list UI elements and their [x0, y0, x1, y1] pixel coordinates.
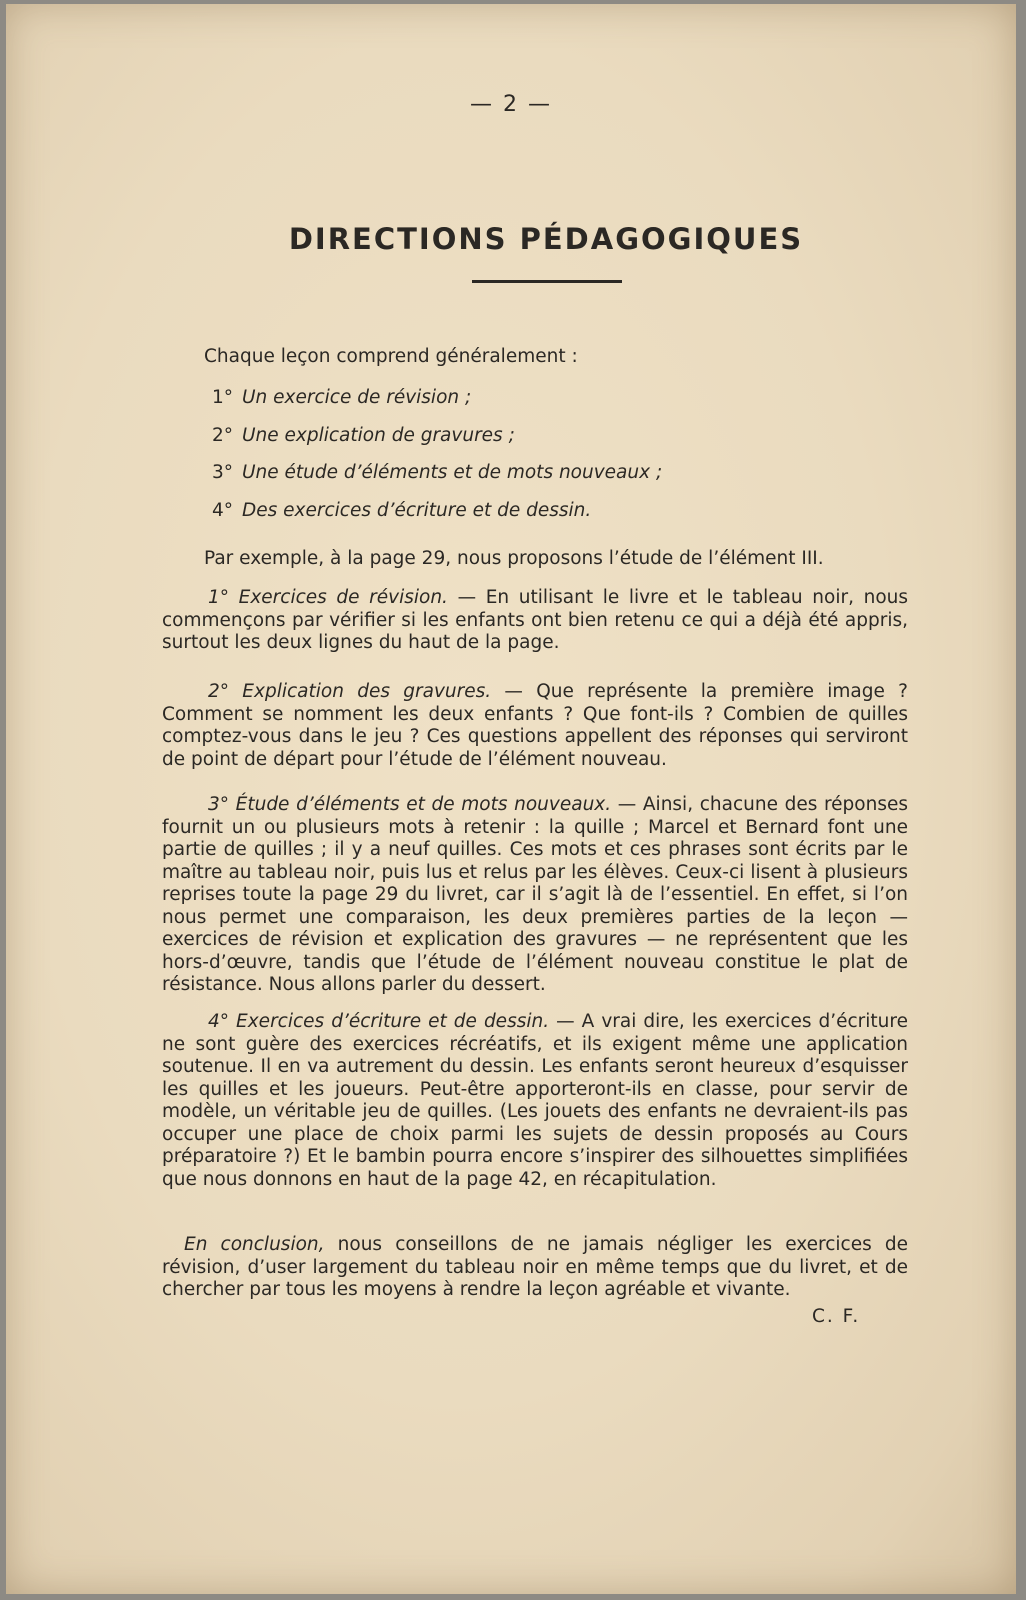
list-item-number: 1°: [212, 387, 234, 408]
list-item-number: 3°: [212, 462, 234, 483]
paragraph-body: — Que représente la première image ? Comment se nomment les deux enfants ? Que font-ils ? Combien de quilles comptez-vous dans le jeu ? Ces questions appellent des réponses qui serviront de point de départ pour l’étude de l’élément nouveau.: [162, 681, 908, 770]
paragraph-lead: En conclusion,: [184, 1234, 325, 1255]
paragraph-lead: 2° Explication des gravures.: [208, 681, 492, 702]
list-item: [212, 387, 662, 425]
list-item-number: 4°: [212, 499, 234, 521]
page-number: — 2 —: [470, 92, 552, 117]
list-item-text: Un exercice de révision ;: [242, 387, 472, 408]
paragraph-body: — Ainsi, chacune des réponses fournit un ou plusieurs mots à retenir : la quille ; Marcel et Bernard font une partie de quilles ; il y a neuf quilles. Ces mots et ces phrases sont écrits par le maître au tableau noir, puis lus et relus par les élèves. Ceux-ci lisent à plusieurs reprises toute la page 29 du livret, car il s’agit là de l’essentiel. En effet, si l’on nous permet une comparaison, les deux premières parties de la leçon — exercices de révision et explication des gravures — ne représentent que les hors-d’œuvre, tandis que l’étude de l’élément nouveau constitue le plat de résistance. Nous allons parler du dessert.: [162, 794, 908, 995]
paragraph-gravures: [162, 681, 908, 771]
list-item: [212, 500, 662, 538]
list-item-number: 2°: [212, 424, 234, 446]
title-underline: [472, 280, 622, 283]
list-item-text: Une étude d’éléments et de mots nouveaux ;: [242, 462, 663, 483]
paragraph-lead: 1° Exercices de révision.: [208, 587, 448, 608]
paragraph-revision: [162, 587, 908, 655]
intro-text: Chaque leçon comprend généralement :: [204, 346, 578, 367]
signature: C. F.: [812, 1306, 861, 1327]
lesson-parts-list: [212, 387, 662, 537]
list-item-text: Des exercices d’écriture et de dessin.: [242, 499, 592, 521]
page-title: DIRECTIONS PÉDAGOGIQUES: [288, 222, 804, 256]
paragraph-lead: 4° Exercices d’écriture et de dessin.: [208, 1011, 550, 1032]
example-sentence: Par exemple, à la page 29, nous proposons l’étude de l’élément III.: [204, 548, 824, 569]
paragraph-conclusion: [162, 1234, 908, 1302]
list-item: [212, 425, 662, 463]
paragraph-body: — En utilisant le livre et le tableau noir, nous commençons par vérifier si les enfants ont bien retenu ce qui a déjà été appris, surtout les deux lignes du haut de la page.: [162, 587, 908, 653]
paragraph-body: nous conseillons de ne jamais négliger les exercices de révision, d’user largement du tableau noir en même temps que du livret, et de chercher par tous les moyens à rendre la leçon agréable et vivante.: [162, 1234, 909, 1300]
list-item-text: Une explication de gravures ;: [242, 424, 515, 446]
list-item: [212, 462, 662, 500]
paragraph-lead: 3° Étude d’éléments et de mots nouveaux.: [208, 794, 612, 815]
paragraph-ecriture: [162, 1011, 908, 1191]
paragraph-elements: [162, 794, 908, 997]
paragraph-body: — A vrai dire, les exercices d’écriture ne sont guère des exercices récréatifs, et ils exigent même une application soutenue. Il en va autrement du dessin. Les enfants seront heureux d’esquisser les quilles et les joueurs. Peut-être apporteront-ils en classe, pour servir de modèle, un véritable jeu de quilles. (Les jouets des enfants ne devraient-ils pas occuper une place de choix parmi les sujets de dessin proposés au Cours préparatoire ?) Et le bambin pourra encore s’inspirer des silhouettes simplifiées que nous donnons en haut de la page 42, en récapitulation.: [162, 1011, 908, 1190]
document-page: [6, 4, 1016, 1594]
